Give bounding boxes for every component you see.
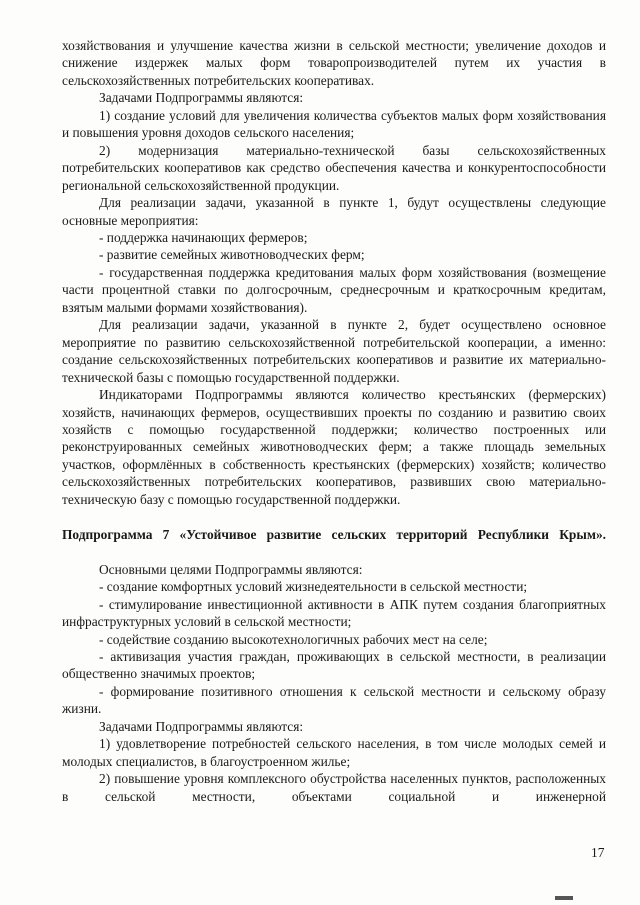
paragraph-task-housing: 1) удовлетворение потребностей сельского населения, в том числе молодых семей и молодых специалистов, в благоустроенном жилье; bbox=[62, 736, 606, 769]
paragraph-continuation: хозяйствования и улучшение качества жизни в сельской местности; увеличение доходов и снижение издержек малых форм товаропроизводителей путем их участия в сельскохозяйственных потребительских кооперативах. bbox=[62, 38, 606, 88]
list-item-goal-3: - содействие созданию высокотехнологичных рабочих мест на селе; bbox=[99, 631, 488, 647]
list-item-farmers: - поддержка начинающих фермеров; bbox=[99, 229, 308, 245]
page-body bbox=[62, 37, 606, 805]
paragraph-tasks-intro-2: Задачами Подпрограммы являются: bbox=[99, 718, 304, 734]
list-item-credit-support: - государственная поддержка кредитования малых форм хозяйствования (возмещение части процентной ставки по долгосрочным, среднесрочным и краткосрочным кредитам, взятым малыми формами хозяйствования). bbox=[62, 264, 606, 315]
paragraph-task-2-measures: Для реализации задачи, указанной в пункте 2, будет осуществлено основное мероприятие по развитию сельскохозяйственной потребительской кооперации, а именно: создание сельскохозяйственных потребительских кооперативов и развитие их материально-технической базы с помощью государственной поддержки. bbox=[62, 317, 606, 385]
section-gap bbox=[62, 508, 606, 526]
paragraph-task-infrastructure: 2) повышение уровня комплексного обустройства населенных пунктов, расположенных в сельской местности, объектами социальной и инженерной bbox=[62, 771, 606, 804]
list-item-goal-2: - стимулирование инвестиционной активности в АПК путем создания благоприятных инфраструктурных условий в сельской местности; bbox=[62, 596, 606, 630]
section-gap bbox=[62, 543, 606, 561]
paragraph-tasks-intro: Задачами Подпрограммы являются: bbox=[99, 90, 304, 106]
paragraph-measures-intro: Для реализации задачи, указанной в пункте 1, будут осуществлены следующие основные мероприятия: bbox=[62, 195, 606, 228]
paragraph-task-1: 1) создание условий для увеличения количества субъектов малых форм хозяйствования и повышения уровня доходов сельского населения; bbox=[62, 107, 606, 141]
list-item-family-farms: - развитие семейных животноводческих ферм; bbox=[99, 247, 365, 263]
scan-artifact bbox=[555, 896, 573, 900]
section-heading: Подпрограмма 7 «Устойчивое развитие сельских территорий Республики Крым». bbox=[62, 526, 606, 542]
paragraph-goals-intro: Основными целями Подпрограммы являются: bbox=[99, 561, 363, 577]
list-item-goal-4: - активизация участия граждан, проживающих в сельской местности, в реализации общественно значимых проектов; bbox=[62, 648, 606, 682]
page-number: 17 bbox=[591, 845, 605, 860]
paragraph-indicators: Индикаторами Подпрограммы являются количество крестьянских (фермерских) хозяйств, начинающих фермеров, осуществивших проекты по созданию и развитию своих хозяйств с помощью государственной поддержки; количество построенных или реконструированных семейных животноводческих ферм; а также площадь земельных участков, оформлённых в собственность крестьянских (фермерских) хозяйств; количество сельскохозяйственных потребительских кооперативов, развивших свою материально-техническую базу с помощью государственной поддержки. bbox=[62, 387, 606, 507]
list-item-goal-5: - формирование позитивного отношения к сельской местности и сельскому образу жизни. bbox=[62, 683, 606, 717]
paragraph-task-2: 2) модернизация материально-технической базы сельскохозяйственных потребительских кооперативов как средство обеспечения качества и конкурентоспособности региональной сельскохозяйственной продукции. bbox=[62, 142, 606, 193]
list-item-goal-1: - создание комфортных условий жизнедеятельности в сельской местности; bbox=[99, 579, 528, 595]
